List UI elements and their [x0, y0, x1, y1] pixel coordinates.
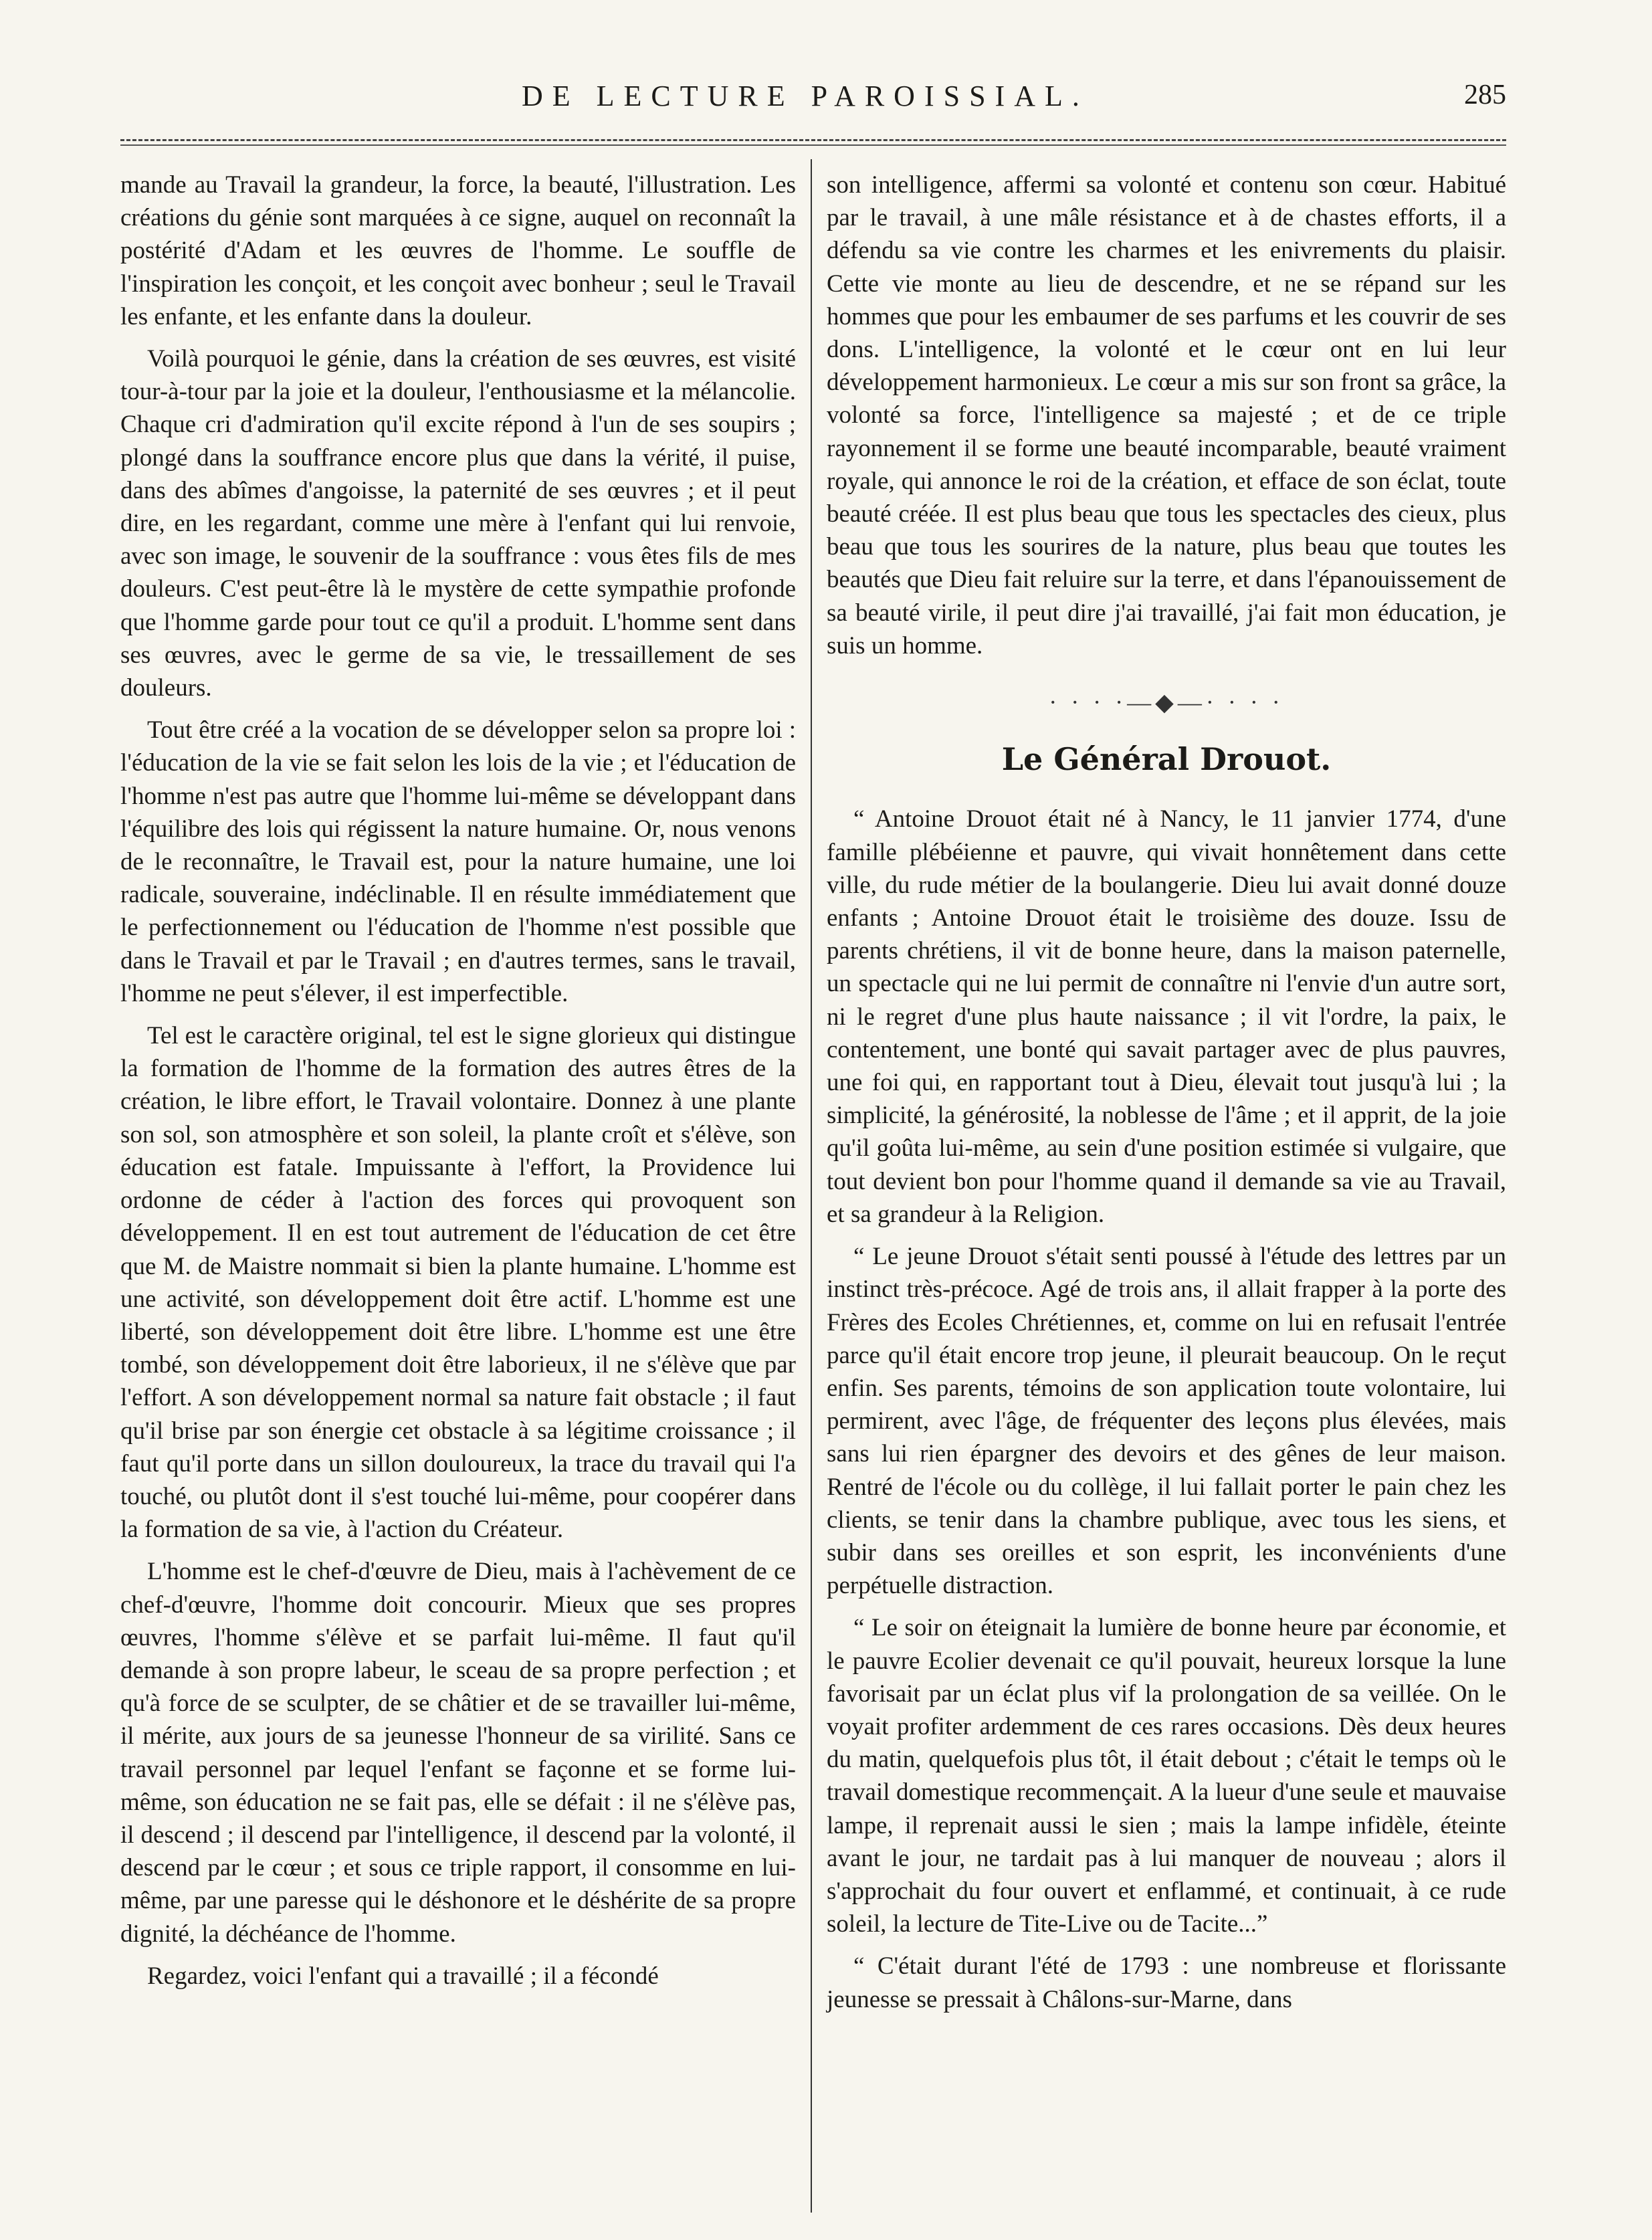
section-ornament: · · · ·—◆—· · · · [1049, 689, 1284, 716]
header-rule-solid [120, 144, 1506, 146]
paragraph: “ Antoine Drouot était né à Nancy, le 11 janvier 1774, d'une famille plébéienne et pauvre, qui vivait honnêtement dans cette ville, du rude métier de la boulangerie. Dieu lui avait donné douze enfants ; Antoine Drouot était le troisième des douze. Issu de parents chrétiens, il vit de bonne heure, dans la maison paternelle, un spectacle qui ne lui permit de connaître ni l'envie d'un autre sort, ni le regret d'une plus haute naissance ; il vit l'ordre, la paix, le contentement, une bonté qui savait partager avec de plus pauvres, une foi qui, en rapportant tout à Dieu, élevait tout jusqu'à lui ; la simplicité, la générosité, la noblesse de l'âme ; et il apprit, de la joie qu'il goûta lui-même, au sein d'une position estimée si vulgaire, que tout devient bon pour l'homme quand il demande sa vie au Travail, et sa grandeur à la Religion. [827, 805, 1506, 1228]
section-title: Le Général Drouot. [1001, 741, 1332, 778]
paragraph: son intelligence, affermi sa volonté et contenu son cœur. Habitué par le travail, à une mâle résistance et à de chastes efforts, il a défendu sa vie contre les charmes et les enivrements du plaisir. Cette vie monte au lieu de descendre, et ne se répand sur les hommes que pour les embaumer de ses parfums et les couvrir de ses dons. L'intelligence, la volonté et le cœur ont en lui leur développement harmonieux. Le cœur a mis sur son front sa grâce, la volonté sa force, l'intelligence sa majesté ; et de ce triple rayonnement il se forme une beauté incomparable, beauté vraiment royale, qui annonce le roi de la création, et efface de son éclat, toute beauté créée. Il est plus beau que tous les spectacles des cieux, plus beau que tous les sourires de la nature, plus beau que toutes les beautés que Dieu fait reluire sur la terre, et dans l'épanouissement de sa beauté virile, il peut dire j'ai travaillé, j'ai fait mon éducation, je suis un homme. [827, 171, 1506, 659]
page-number: 285 [1464, 80, 1506, 110]
page-header [120, 79, 1506, 132]
paragraph: mande au Travail la grandeur, la force, la beauté, l'illustration. Les créations du génie sont marquées à ce signe, auquel on reconnaît la postérité d'Adam et les œuvres de l'homme. Le souffle de l'inspiration les conçoit, et les conçoit avec bonheur ; seul le Travail les enfante, et les enfante dans la douleur. [120, 171, 796, 330]
paragraph: L'homme est le chef-d'œuvre de Dieu, mais à l'achèvement de ce chef-d'œuvre, l'homme doit concourir. Mieux que ses propres œuvres, l'homme s'élève et se parfait lui-même. Il faut qu'il demande à son propre labeur, le sceau de sa propre perfection ; et qu'à force de se sculpter, de se châtier et de se travailler lui-même, il mérite, aux jours de sa jeunesse l'honneur de sa virilité. Sans ce travail personnel par lequel l'enfant se façonne et se forme lui-même, son éducation ne se fait pas, elle se défait : il ne s'élève pas, il descend ; il descend par l'intelligence, il descend par la volonté, il descend par le cœur ; et sous ce triple rapport, il consomme en lui-même, par une paresse qui le déshonore et le déshérite de sa propre dignité, la déchéance de l'homme. [120, 1558, 796, 1948]
paragraph: “ C'était durant l'été de 1793 : une nombreuse et florissante jeunesse se pressait à Châlons-sur-Marne, dans [827, 1952, 1506, 2013]
paragraph: “ Le jeune Drouot s'était senti poussé à l'étude des lettres par un instinct très-précoce. Agé de trois ans, il allait frapper à la porte des Frères des Ecoles Chrétiennes, et, comme on lui en refusait l'entrée parce qu'il était encore trop jeune, il pleurait beaucoup. On le reçut enfin. Ses parents, témoins de son application toute volontaire, lui permirent, avec l'âge, de fréquenter des leçons plus élevées, mais sans lui rien épargner des devoirs et des gênes de leur maison. Rentré de l'école ou du collège, il lui fallait porter le pain chez les clients, se tenir dans la chambre publique, avec tous les siens, et subir dans ses oreilles et son esprit, les inconvénients d'une perpétuelle distraction. [827, 1243, 1506, 1600]
running-title: DE LECTURE PAROISSIAL. [522, 80, 1089, 112]
right-column [827, 169, 1506, 2025]
paragraph: Regardez, voici l'enfant qui a travaillé ; il a fécondé [147, 1962, 659, 1990]
header-rule [120, 139, 1506, 141]
paragraph: Tel est le caractère original, tel est le signe glorieux qui distingue la formation de l'homme de la formation des autres êtres de la création, le libre effort, le Travail volontaire. Donnez à une plante son sol, son atmosphère et son soleil, la plante croît et s'élève, son éducation est fatale. Impuissante à l'effort, la Providence lui ordonne de céder à l'action des forces qui provoquent son développement. Il en est tout autrement de l'éducation de cet être que M. de Maistre nommait si bien la plante humaine. L'homme est une activité, son développement doit être actif. L'homme est une liberté, son développement doit être libre. L'homme est une être tombé, son développement doit être laborieux, il ne s'élève que par l'effort. A son développement normal sa nature fait obstacle ; il faut qu'il brise par son énergie cet obstacle à sa légitime croissance ; il faut qu'il porte dans un sillon douloureux, la trace du travail qui l'a touché, ou plutôt dont il s'est touché lui-même, pour coopérer dans la formation de sa vie, à l'action du Créateur. [120, 1022, 796, 1544]
paragraph: Tout être créé a la vocation de se développer selon sa propre loi : l'éducation de la vie se fait selon les lois de la vie ; et l'éducation de l'homme n'est pas autre que l'homme lui-même se développant dans l'équilibre des lois qui régissent la nature humaine. Or, nous venons de le reconnaître, le Travail est, pour la nature humaine, une loi radicale, souveraine, indéclinable. Il en résulte immédiatement que le perfectionnement ou l'éducation de l'homme n'est possible que dans le Travail et par le Travail ; en d'autres termes, sans le travail, l'homme ne peut s'élever, il est imperfectible. [120, 716, 796, 1007]
left-column [120, 169, 796, 2002]
column-divider [811, 159, 812, 2213]
paragraph: Voilà pourquoi le génie, dans la création de ses œuvres, est visité tour-à-tour par la joie et la douleur, l'enthousiasme et la mélancolie. Chaque cri d'admiration qu'il excite répond à l'un de ses soupirs ; plongé dans la souffrance encore plus que dans la vérité, il puise, dans des abîmes d'angoisse, la paternité de ses œuvres ; et il peut dire, en les regardant, comme une mère à l'enfant qui lui renvoie, avec son image, le souvenir de la souffrance : vous êtes fils de mes douleurs. C'est peut-être là le mystère de cette sympathie profonde que l'homme garde pour tout ce qu'il a produit. L'homme sent dans ses œuvres, avec le germe de sa vie, le tressaillement de ses douleurs. [120, 345, 796, 702]
paragraph: “ Le soir on éteignait la lumière de bonne heure par économie, et le pauvre Ecolier devenait ce qu'il pouvait, heureux lorsque la lune favorisait par un éclat plus vif la prolongation de sa veillée. On le voyait profiter ardemment de ces rares occasions. Dès deux heures du matin, quelquefois plus tôt, il était debout ; c'était le temps où le travail domestique recommençait. A la lueur d'une seule et mauvaise lampe, il reprenait aussi le sien ; mais la lampe infidèle, éteinte avant le jour, ne tardait pas à lui manquer de nouveau ; alors il s'approchait du four ouvert et enflammé, et continuait, à ce rude soleil, la lecture de Tite-Live ou de Tacite...” [827, 1614, 1506, 1938]
